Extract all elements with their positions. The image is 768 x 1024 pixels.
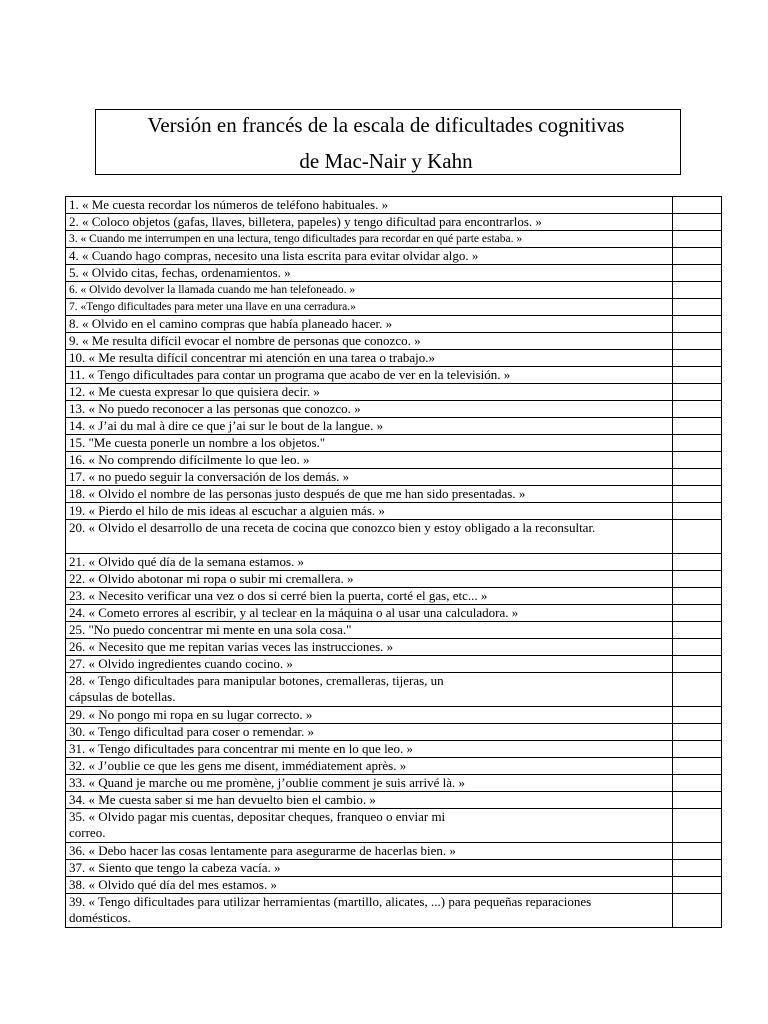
response-cell[interactable] <box>673 282 722 299</box>
scale-item-text: 16. « No comprendo difícilmente lo que leo. » <box>66 452 673 469</box>
scale-item-text: 12. « Me cuesta expresar lo que quisiera decir. » <box>66 384 673 401</box>
table-row <box>66 367 722 384</box>
response-cell[interactable] <box>673 452 722 469</box>
response-cell[interactable] <box>673 792 722 809</box>
title-line-1: Versión en francés de la escala de dificultades cognitivas <box>147 113 625 137</box>
table-row <box>66 571 722 588</box>
scale-item-text: 13. « No puedo reconocer a las personas que conozco. » <box>66 401 673 418</box>
response-cell[interactable] <box>673 214 722 231</box>
table-row <box>66 622 722 639</box>
table-row <box>66 486 722 503</box>
table-row <box>66 350 722 367</box>
title-line-2: de Mac-Nair y Kahn <box>299 149 473 173</box>
response-cell[interactable] <box>673 333 722 350</box>
response-cell[interactable] <box>673 469 722 486</box>
scale-item-text: 33. « Quand je marche ou me promène, j’oublie comment je suis arrivé là. » <box>66 775 673 792</box>
scale-item-text: 17. « no puedo seguir la conversación de los demás. » <box>66 469 673 486</box>
response-cell[interactable] <box>673 860 722 877</box>
table-row <box>66 588 722 605</box>
table-row <box>66 605 722 622</box>
scale-item-text: 7. «Tengo dificultades para meter una llave en una cerradura.» <box>66 299 673 316</box>
response-cell[interactable] <box>673 724 722 741</box>
table-row <box>66 282 722 299</box>
table-row <box>66 673 722 707</box>
table-row <box>66 656 722 673</box>
response-cell[interactable] <box>673 554 722 571</box>
table-row <box>66 435 722 452</box>
table-row <box>66 418 722 435</box>
scale-item-text: 4. « Cuando hago compras, necesito una lista escrita para evitar olvidar algo. » <box>66 248 673 265</box>
scale-item-text: 32. « J’oublie ce que les gens me disent, immédiatement après. » <box>66 758 673 775</box>
table-row <box>66 758 722 775</box>
response-cell[interactable] <box>673 418 722 435</box>
response-cell[interactable] <box>673 656 722 673</box>
scale-item-text: 38. « Olvido qué día del mes estamos. » <box>66 877 673 894</box>
scale-item-text: 10. « Me resulta difícil concentrar mi atención en una tarea o trabajo.» <box>66 350 673 367</box>
response-cell[interactable] <box>673 401 722 418</box>
table-row <box>66 775 722 792</box>
scale-item-text: 28. « Tengo dificultades para manipular botones, cremalleras, tijeras, un cápsulas de botellas. <box>66 673 673 707</box>
table-row <box>66 809 722 843</box>
scale-item-text: 21. « Olvido qué día de la semana estamos. » <box>66 554 673 571</box>
table-row <box>66 401 722 418</box>
response-cell[interactable] <box>673 486 722 503</box>
response-cell[interactable] <box>673 605 722 622</box>
response-cell[interactable] <box>673 741 722 758</box>
scale-item-text: 11. « Tengo dificultades para contar un programa que acabo de ver en la televisión. » <box>66 367 673 384</box>
table-row <box>66 299 722 316</box>
scale-item-text: 29. « No pongo mi ropa en su lugar correcto. » <box>66 707 673 724</box>
table-row <box>66 333 722 350</box>
response-cell[interactable] <box>673 435 722 452</box>
scale-item-text: 5. « Olvido citas, fechas, ordenamientos. » <box>66 265 673 282</box>
response-cell[interactable] <box>673 248 722 265</box>
scale-item-text: 39. « Tengo dificultades para utilizar herramientas (martillo, alicates, ...) para pequeñas reparaciones domésticos. <box>66 894 673 928</box>
scale-item-text: 24. « Cometo errores al escribir, y al teclear en la máquina o al usar una calculadora. » <box>66 605 673 622</box>
response-cell[interactable] <box>673 384 722 401</box>
title-box <box>95 109 681 175</box>
scale-item-text: 34. « Me cuesta saber si me han devuelto bien el cambio. » <box>66 792 673 809</box>
scale-item-text: 9. « Me resulta difícil evocar el nombre de personas que conozco. » <box>66 333 673 350</box>
response-cell[interactable] <box>673 503 722 520</box>
table-row <box>66 554 722 571</box>
scale-item-text: 8. « Olvido en el camino compras que había planeado hacer. » <box>66 316 673 333</box>
table-row <box>66 384 722 401</box>
scale-item-text: 30. « Tengo dificultad para coser o remendar. » <box>66 724 673 741</box>
table-row <box>66 265 722 282</box>
table-row <box>66 843 722 860</box>
scale-item-text: 20. « Olvido el desarrollo de una receta de cocina que conozco bien y estoy obligado a la reconsultar. <box>66 520 673 554</box>
table-row <box>66 639 722 656</box>
cognitive-scale-table <box>65 196 722 928</box>
response-cell[interactable] <box>673 197 722 214</box>
table-row <box>66 724 722 741</box>
response-cell[interactable] <box>673 707 722 724</box>
scale-item-text: 22. « Olvido abotonar mi ropa o subir mi cremallera. » <box>66 571 673 588</box>
table-row <box>66 792 722 809</box>
scale-item-text: 19. « Pierdo el hilo de mis ideas al escuchar a alguien más. » <box>66 503 673 520</box>
response-cell[interactable] <box>673 673 722 707</box>
response-cell[interactable] <box>673 639 722 656</box>
scale-item-text: 31. « Tengo dificultades para concentrar mi mente en lo que leo. » <box>66 741 673 758</box>
response-cell[interactable] <box>673 571 722 588</box>
table-row <box>66 452 722 469</box>
table-row <box>66 741 722 758</box>
table-row <box>66 231 722 248</box>
table-row <box>66 707 722 724</box>
response-cell[interactable] <box>673 299 722 316</box>
response-cell[interactable] <box>673 843 722 860</box>
table-row <box>66 197 722 214</box>
response-cell[interactable] <box>673 622 722 639</box>
table-row <box>66 214 722 231</box>
response-cell[interactable] <box>673 894 722 928</box>
table-row <box>66 894 722 928</box>
scale-item-text: 26. « Necesito que me repitan varias veces las instrucciones. » <box>66 639 673 656</box>
table-row <box>66 503 722 520</box>
table-row <box>66 469 722 486</box>
response-cell[interactable] <box>673 588 722 605</box>
response-cell[interactable] <box>673 775 722 792</box>
scale-item-text: 25. "No puedo concentrar mi mente en una sola cosa." <box>66 622 673 639</box>
scale-item-text: 1. « Me cuesta recordar los números de teléfono habituales. » <box>66 197 673 214</box>
table-row <box>66 520 722 554</box>
response-cell[interactable] <box>673 520 722 554</box>
response-cell[interactable] <box>673 758 722 775</box>
table-row <box>66 877 722 894</box>
response-cell[interactable] <box>673 367 722 384</box>
scale-item-text: 14. « J’ai du mal à dire ce que j’ai sur le bout de la langue. » <box>66 418 673 435</box>
table-row <box>66 248 722 265</box>
scale-item-text: 23. « Necesito verificar una vez o dos si cerré bien la puerta, corté el gas, etc... » <box>66 588 673 605</box>
response-cell[interactable] <box>673 316 722 333</box>
table-row <box>66 316 722 333</box>
table-row <box>66 860 722 877</box>
response-cell[interactable] <box>673 809 722 843</box>
scale-item-text: 3. « Cuando me interrumpen en una lectura, tengo dificultades para recordar en qué parte estaba. » <box>66 231 673 248</box>
scale-item-text: 15. "Me cuesta ponerle un nombre a los objetos." <box>66 435 673 452</box>
scale-item-text: 18. « Olvido el nombre de las personas justo después de que me han sido presentadas. » <box>66 486 673 503</box>
response-cell[interactable] <box>673 877 722 894</box>
scale-item-text: 35. « Olvido pagar mis cuentas, depositar cheques, franqueo o enviar mi correo. <box>66 809 673 843</box>
scale-item-text: 2. « Coloco objetos (gafas, llaves, billetera, papeles) y tengo dificultad para encontrarlos. » <box>66 214 673 231</box>
scale-item-text: 27. « Olvido ingredientes cuando cocino. » <box>66 656 673 673</box>
response-cell[interactable] <box>673 231 722 248</box>
response-cell[interactable] <box>673 350 722 367</box>
scale-item-text: 6. « Olvido devolver la llamada cuando me han telefoneado. » <box>66 282 673 299</box>
scale-table-body <box>66 197 722 928</box>
scale-item-text: 37. « Siento que tengo la cabeza vacía. » <box>66 860 673 877</box>
response-cell[interactable] <box>673 265 722 282</box>
scale-item-text: 36. « Debo hacer las cosas lentamente para asegurarme de hacerlas bien. » <box>66 843 673 860</box>
